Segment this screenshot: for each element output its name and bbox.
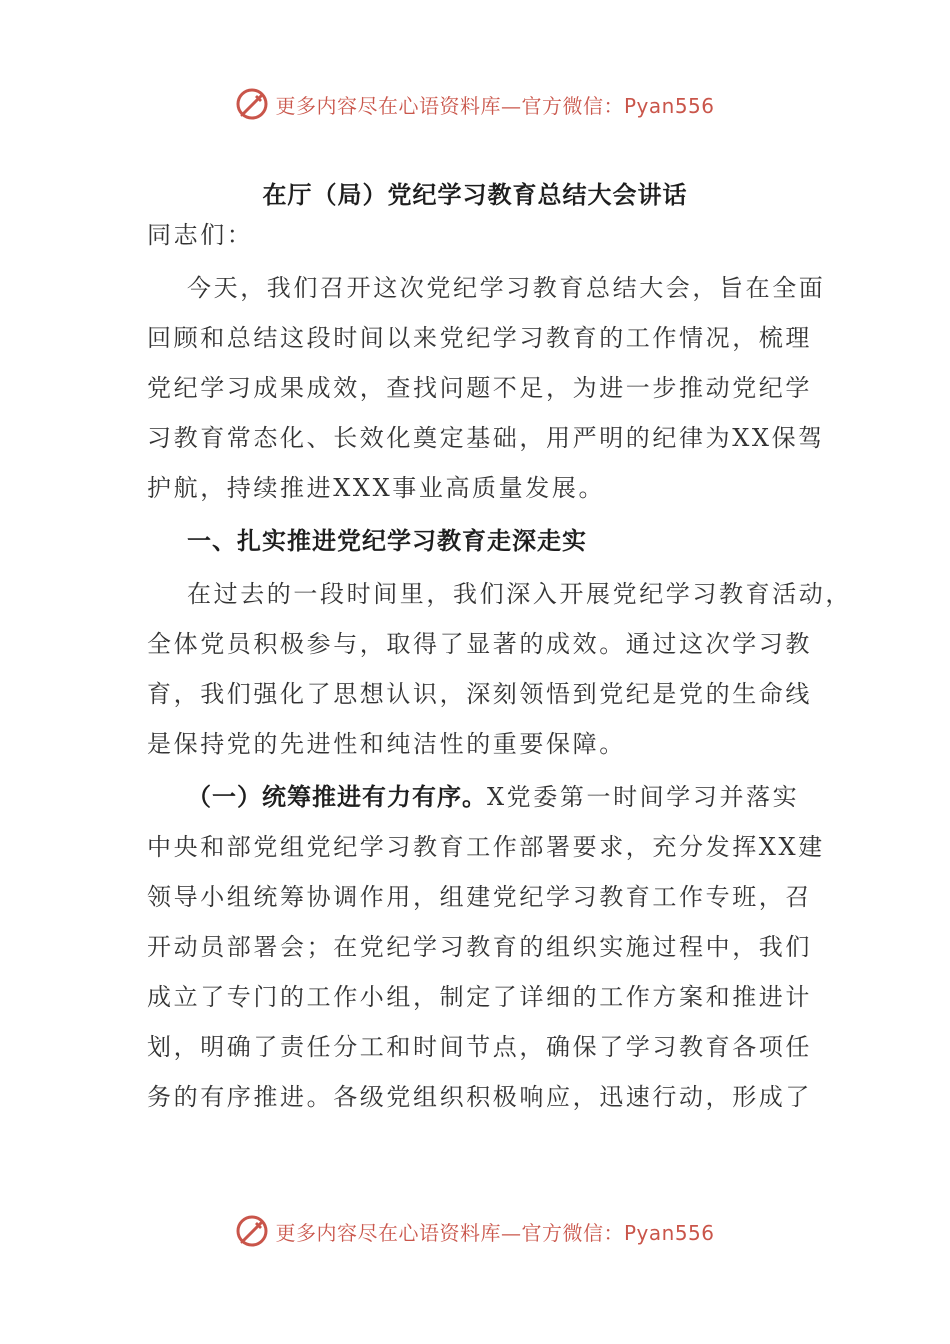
para1-line: 习教育常态化、长效化奠定基础，用严明的纪律为XX保驾 bbox=[147, 424, 825, 452]
para1-line: 回顾和总结这段时间以来党纪学习教育的工作情况，梳理 bbox=[147, 324, 812, 352]
section-heading: 一、扎实推进党纪学习教育走深走实 bbox=[187, 526, 587, 555]
para3-line: 成立了专门的工作小组，制定了详细的工作方案和推进计 bbox=[147, 983, 812, 1011]
salutation: 同志们： bbox=[147, 221, 254, 249]
para1-line: 今天，我们召开这次党纪学习教育总结大会，旨在全面 bbox=[187, 274, 826, 302]
wechat-id: Pyan556 bbox=[623, 93, 715, 118]
sub-heading-rest: X党委第一时间学习并落实 bbox=[487, 783, 800, 811]
para2-line: 在过去的一段时间里，我们深入开展党纪学习教育活动， bbox=[187, 580, 852, 608]
para3-line: 中央和部党组党纪学习教育工作部署要求，充分发挥XX建 bbox=[147, 833, 825, 861]
pen-logo-icon bbox=[235, 87, 269, 121]
para1-line: 护航，持续推进XXX事业高质量发展。 bbox=[147, 474, 606, 502]
pen-logo-icon bbox=[235, 1214, 269, 1248]
para1-line: 党纪学习成果成效，查找问题不足，为进一步推动党纪学 bbox=[147, 374, 812, 402]
sub-heading: （一）统筹推进有力有序。 bbox=[187, 782, 487, 811]
para3-line: 划，明确了责任分工和时间节点，确保了学习教育各项任 bbox=[147, 1033, 812, 1061]
banner-text: 更多内容尽在心语资料库—官方微信：Pyan556 bbox=[275, 1220, 715, 1245]
para2-line: 是保持党的先进性和纯洁性的重要保障。 bbox=[147, 730, 626, 758]
para3-line: 领导小组统筹协调作用，组建党纪学习教育工作专班，召 bbox=[147, 883, 812, 911]
para2-line: 育，我们强化了思想认识，深刻领悟到党纪是党的生命线 bbox=[147, 680, 812, 708]
sub-heading-line bbox=[147, 772, 807, 822]
para3-line: 开动员部署会；在党纪学习教育的组织实施过程中，我们 bbox=[147, 933, 812, 961]
document-body bbox=[147, 210, 852, 1122]
footer-banner bbox=[0, 1211, 950, 1251]
header-banner bbox=[0, 84, 950, 124]
wechat-id: Pyan556 bbox=[623, 1220, 715, 1245]
para2-line: 全体党员积极参与，取得了显著的成效。通过这次学习教 bbox=[147, 630, 812, 658]
banner-text: 更多内容尽在心语资料库—官方微信：Pyan556 bbox=[275, 93, 715, 118]
para3-line: 务的有序推进。各级党组织积极响应，迅速行动，形成了 bbox=[147, 1083, 812, 1111]
document-title: 在厅（局）党纪学习教育总结大会讲话 bbox=[262, 180, 688, 209]
